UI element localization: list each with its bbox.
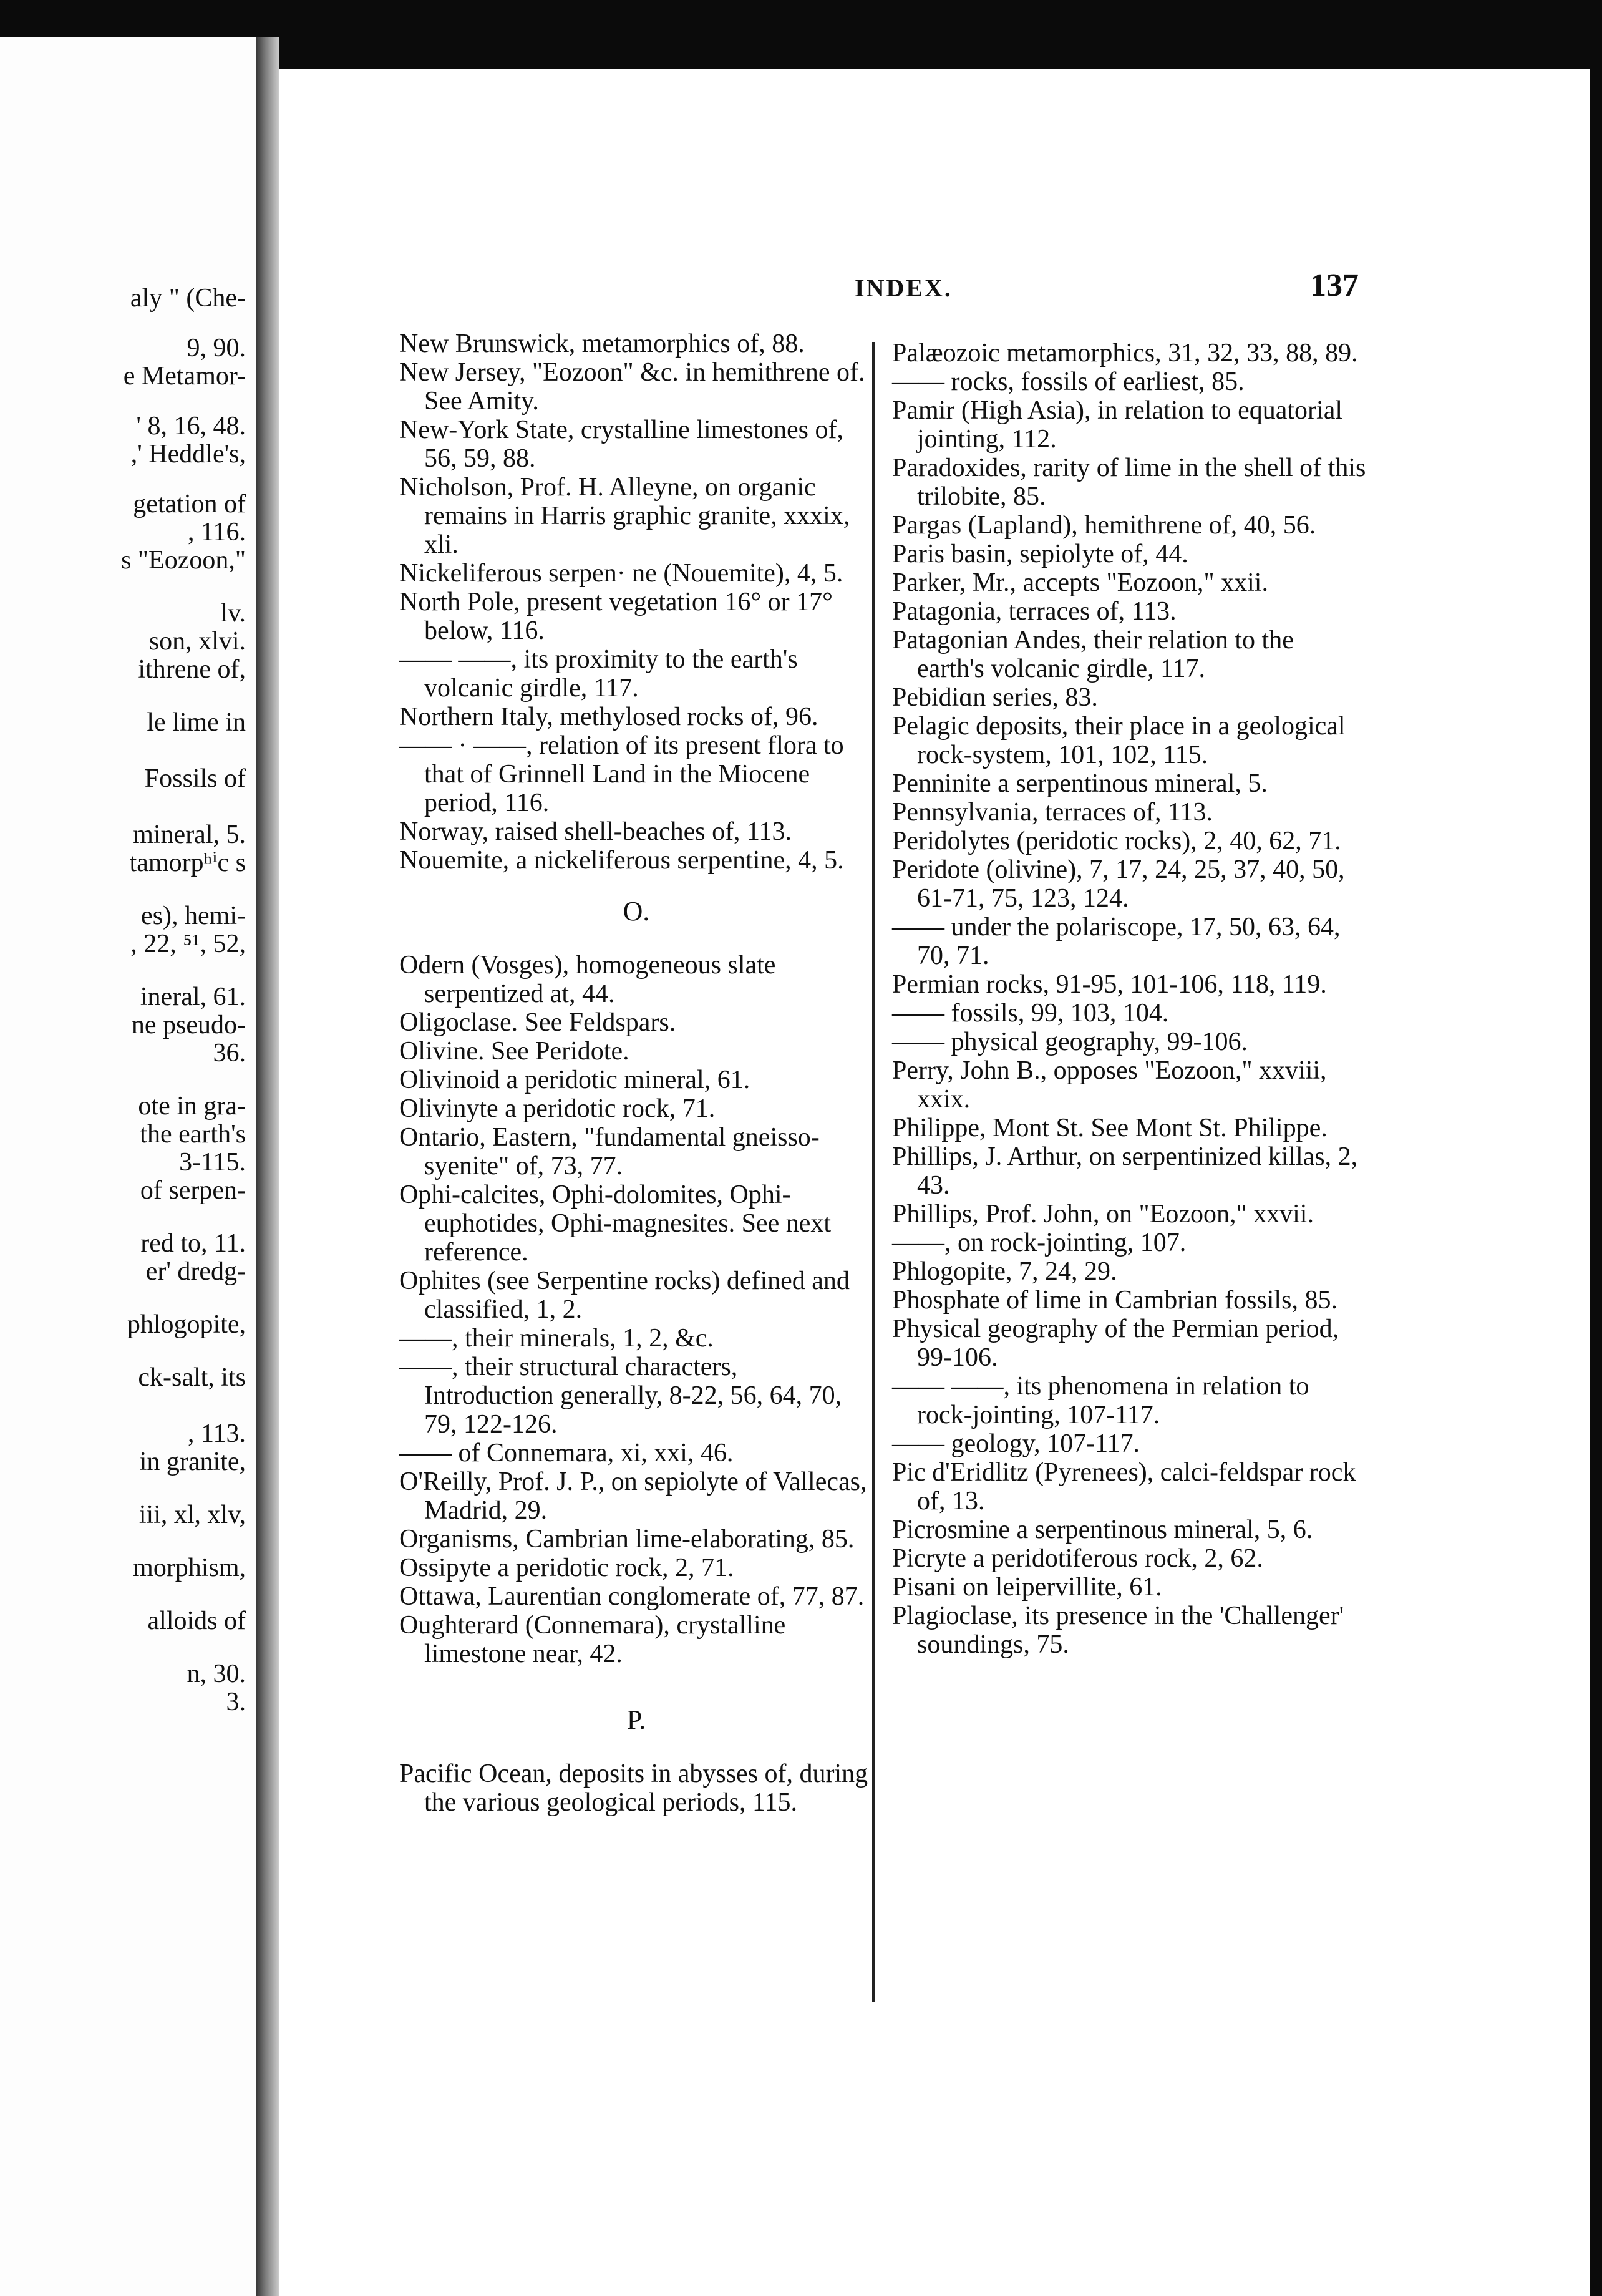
index-column-left <box>399 329 873 1817</box>
index-entry: New Jersey, "Eozoon" &c. in hemithrene of. See Amity. <box>399 358 865 416</box>
entries-p <box>399 1759 873 1817</box>
left-page-fragment: n, 30. <box>187 1660 246 1688</box>
index-entry: Parker, Mr., accepts "Eozoon," xxii. <box>892 568 1268 597</box>
section-letter-o: O. <box>623 896 650 927</box>
index-entry: —— physical geography, 99-106. <box>892 1028 1248 1056</box>
left-page-fragment: alloids of <box>147 1607 246 1635</box>
left-page-fragment: son, xlvi. <box>148 627 246 656</box>
index-entry: Picryte a peridotiferous rock, 2, 62. <box>892 1544 1263 1573</box>
index-entry: ——, their minerals, 1, 2, &c. <box>399 1324 714 1353</box>
index-entry: Paris basin, sepiolyte of, 44. <box>892 540 1188 568</box>
index-entry: Ontario, Eastern, "fundamental gneisso-syenite" of, 73, 77. <box>399 1123 820 1180</box>
index-entry: Olivinoid a peridotic mineral, 61. <box>399 1066 750 1094</box>
index-entry: Pelagic deposits, their place in a geological rock-system, 101, 102, 115. <box>892 712 1346 769</box>
index-entry: Permian rocks, 91-95, 101-106, 118, 119. <box>892 970 1327 999</box>
index-entry: —— fossils, 99, 103, 104. <box>892 999 1169 1028</box>
entries-right <box>892 339 1366 1659</box>
index-entry: Patagonia, terraces of, 113. <box>892 597 1177 626</box>
index-entry: Penninite a serpentinous mineral, 5. <box>892 769 1268 798</box>
index-entry: —— under the polariscope, 17, 50, 63, 64, 70, 71. <box>892 913 1341 970</box>
left-page-fragment: in granite, <box>139 1447 246 1476</box>
left-page-fragment: lv. <box>220 599 246 628</box>
left-page-fragment: morphism, <box>133 1554 246 1582</box>
left-page-fragment: aly " (Che- <box>130 284 246 313</box>
index-entry: Phosphate of lime in Cambrian fossils, 85. <box>892 1286 1337 1315</box>
left-page-fragment: 3-115. <box>179 1148 246 1177</box>
index-entry: Picrosmine a serpentinous mineral, 5, 6. <box>892 1515 1313 1544</box>
left-page-fragment: ithrene of, <box>138 655 246 684</box>
index-entry: Plagioclase, its presence in the 'Challenger' soundings, 75. <box>892 1602 1344 1659</box>
running-header: INDEX. <box>855 274 953 302</box>
index-entry: Pisani on leipervillite, 61. <box>892 1573 1162 1602</box>
index-entry: Patagonian Andes, their relation to the earth's volcanic girdle, 117. <box>892 626 1294 683</box>
index-entry: Odern (Vosges), homogeneous slate serpentized at, 44. <box>399 951 776 1008</box>
index-entry: Pargas (Lapland), hemithrene of, 40, 56. <box>892 511 1316 540</box>
left-page-fragment: , 22, ⁵¹, 52, <box>130 930 246 958</box>
left-page-fragment: ' 8, 16, 48. <box>136 412 246 440</box>
section-letter-p: P. <box>626 1705 646 1735</box>
index-entry: Ophites (see Serpentine rocks) defined and classified, 1, 2. <box>399 1267 850 1324</box>
index-entry: Pebidiɑn series, 83. <box>892 683 1098 712</box>
index-entry: Peridote (olivine), 7, 17, 24, 25, 37, 40, 50, 61-71, 75, 123, 124. <box>892 855 1345 913</box>
left-page-fragment: ck-salt, its <box>138 1363 246 1392</box>
left-page-fragment: phlogopite, <box>127 1310 246 1339</box>
index-entry: —— geology, 107-117. <box>892 1429 1140 1458</box>
left-page-fragment: tamorpʰⁱc s <box>129 849 246 877</box>
index-column-right <box>892 339 1366 1659</box>
index-entry: Perry, John B., opposes "Eozoon," xxviii, xxix. <box>892 1056 1327 1114</box>
index-entry: Palæozoic metamorphics, 31, 32, 33, 88, 89. <box>892 339 1358 367</box>
left-page-fragment: e Metamor- <box>123 362 246 391</box>
left-page-fragment: getation of <box>133 490 246 518</box>
left-page-fragment: ote in gra- <box>138 1092 246 1121</box>
left-page-fragment: 9, 90. <box>187 334 246 362</box>
scanner-right-border <box>1590 37 1602 2296</box>
page-number: 137 <box>1310 268 1359 303</box>
left-page-fragment: er' dredg- <box>145 1257 246 1286</box>
index-entry: Pamir (High Asia), in relation to equatorial jointing, 112. <box>892 396 1342 454</box>
index-entry: Physical geography of the Permian period, 99-106. <box>892 1315 1339 1372</box>
index-entry: O'Reilly, Prof. J. P., on sepiolyte of Vallecas, Madrid, 29. <box>399 1467 867 1525</box>
left-page-fragment: ne pseudo- <box>131 1011 246 1039</box>
index-entry: Nickeliferous serpen· ne (Nouemite), 4, 5. <box>399 559 843 588</box>
index-entry: Ossipyte a peridotic rock, 2, 71. <box>399 1554 734 1582</box>
index-entry: Nicholson, Prof. H. Alleyne, on organic remains in Harris graphic granite, xxxix, xli. <box>399 473 850 559</box>
index-entry: Nouemite, a nickeliferous serpentine, 4, 5. <box>399 846 844 875</box>
left-page-fragment: 36. <box>213 1039 246 1068</box>
left-page-fragment: Fossils of <box>144 764 246 793</box>
index-entry: —— ——, its proximity to the earth's volcanic girdle, 117. <box>399 645 798 703</box>
index-entry: New-York State, crystalline limestones of, 56, 59, 88. <box>399 416 843 473</box>
left-page-fragment: ,' Heddle's, <box>130 440 246 469</box>
column-divider <box>872 342 875 2002</box>
index-entry: —— rocks, fossils of earliest, 85. <box>892 367 1245 396</box>
index-entry: —— · ——, relation of its present flora to that of Grinnell Land in the Miocene period, 116. <box>399 731 844 817</box>
left-page-fragment: mineral, 5. <box>133 820 246 849</box>
left-page-fragment: ineral, 61. <box>140 983 246 1011</box>
left-page-fragment: es), hemi- <box>141 902 246 930</box>
index-entry: Norway, raised shell-beaches of, 113. <box>399 817 792 846</box>
index-entry: Pennsylvania, terraces of, 113. <box>892 798 1213 827</box>
left-page-fragment: , 113. <box>188 1419 246 1448</box>
index-entry: Olivinyte a peridotic rock, 71. <box>399 1094 716 1123</box>
index-entry: Ophi-calcites, Ophi-dolomites, Ophi-euphotides, Ophi-magnesites. See next reference. <box>399 1180 832 1267</box>
index-entry: Phlogopite, 7, 24, 29. <box>892 1257 1117 1286</box>
index-entry: Pacific Ocean, deposits in abysses of, during the various geological periods, 115. <box>399 1759 868 1817</box>
index-entry: Phillips, Prof. John, on "Eozoon," xxvii. <box>892 1200 1314 1228</box>
index-entry: Northern Italy, methylosed rocks of, 96. <box>399 703 818 731</box>
left-page-edge <box>0 37 258 2296</box>
left-page-fragment: 3. <box>226 1688 246 1716</box>
left-page-fragment: s "Eozoon," <box>121 546 246 575</box>
index-entry: North Pole, present vegetation 16° or 17° below, 116. <box>399 588 833 645</box>
index-entry: Philippe, Mont St. See Mont St. Philippe. <box>892 1114 1328 1142</box>
left-page-fragment: red to, 11. <box>140 1229 246 1258</box>
left-page-fragment: the earth's <box>140 1120 246 1149</box>
index-entry: New Brunswick, metamorphics of, 88. <box>399 329 805 358</box>
left-page-fragment: le lime in <box>147 708 246 737</box>
index-entry: Paradoxides, rarity of lime in the shell of this trilobite, 85. <box>892 454 1366 511</box>
index-entry: Oughterard (Connemara), crystalline limestone near, 42. <box>399 1611 786 1668</box>
book-gutter <box>256 37 279 2296</box>
index-entry: Olivine. See Peridote. <box>399 1037 629 1066</box>
entries-o <box>399 951 873 1668</box>
index-entry: ——, on rock-jointing, 107. <box>892 1228 1187 1257</box>
index-entry: ——, their structural characters, Introduction generally, 8-22, 56, 64, 70, 79, 122-126. <box>399 1353 842 1439</box>
index-entry: Peridolytes (peridotic rocks), 2, 40, 62, 71. <box>892 827 1341 855</box>
index-entry: Phillips, J. Arthur, on serpentinized killas, 2, 43. <box>892 1142 1358 1200</box>
index-entry: Oligoclase. See Feldspars. <box>399 1008 676 1037</box>
index-entry: —— of Connemara, xi, xxi, 46. <box>399 1439 734 1467</box>
index-entry: Pic d'Eridlitz (Pyrenees), calci-feldspar rock of, 13. <box>892 1458 1356 1515</box>
left-page-fragment: iii, xl, xlv, <box>138 1501 246 1529</box>
entries-n <box>399 329 873 875</box>
left-page-fragment: of serpen- <box>140 1176 246 1205</box>
index-entry: —— ——, its phenomena in relation to rock-jointing, 107-117. <box>892 1372 1309 1429</box>
index-entry: Ottawa, Laurentian conglomerate of, 77, 87. <box>399 1582 865 1611</box>
left-page-fragment: , 116. <box>188 518 246 547</box>
index-entry: Organisms, Cambrian lime-elaborating, 85. <box>399 1525 855 1554</box>
